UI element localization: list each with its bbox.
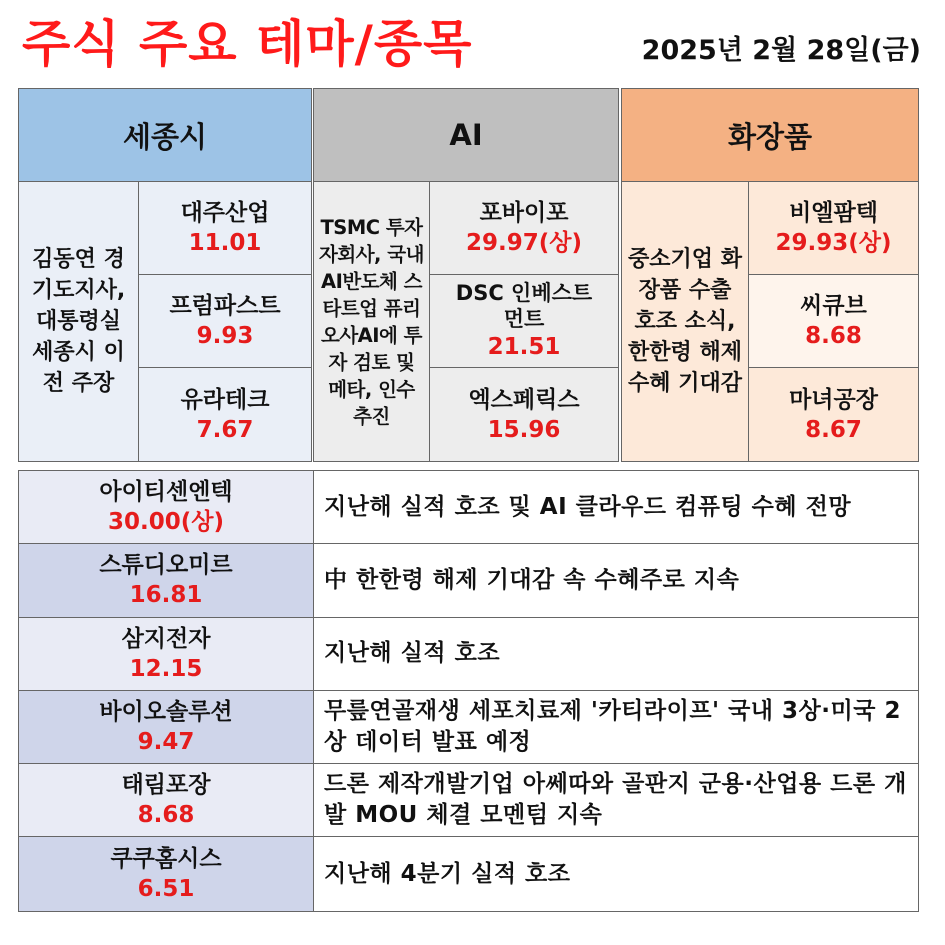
stock-reason: 드론 제작개발기업 아쎄따와 골판지 군용·산업용 드론 개발 MOU 체결 모멘텀 지속 [324, 771, 907, 829]
stock-name: 비엘팜텍 [789, 200, 878, 226]
theme-sejong [18, 88, 312, 462]
stock-change: 6.51 [137, 876, 195, 903]
stock-name: 프럼파스트 [169, 293, 281, 319]
stock-change: 16.81 [129, 582, 203, 609]
page-title: 주식 주요 테마/종목 [22, 15, 473, 73]
stock-cell [19, 691, 314, 763]
theme-header: AI [313, 88, 619, 182]
stock-name: DSC 인베스트먼트 [455, 281, 593, 331]
stock-change: 30.00(상) [108, 509, 224, 536]
theme-ai [313, 88, 619, 462]
stock-cell [19, 471, 314, 543]
stock-cell [19, 618, 314, 690]
stock-reason: 지난해 4분기 실적 호조 [324, 860, 571, 887]
stock-cell [430, 182, 619, 275]
stock-name: 쿠쿠홈시스 [110, 846, 222, 873]
stock-change: 8.68 [137, 802, 195, 829]
table-row [19, 691, 918, 764]
stock-change: 21.51 [487, 334, 561, 360]
theme-header: 화장품 [621, 88, 919, 182]
stock-change: 29.93(상) [775, 230, 892, 256]
stock-name: 바이오솔루션 [99, 699, 233, 726]
stock-change: 9.93 [196, 323, 254, 349]
table-row [19, 618, 918, 691]
theme-description: 중소기업 화장품 수출 호조 소식, 한한령 해제 수혜 기대감 [621, 182, 749, 462]
stock-name: 씨큐브 [800, 293, 867, 319]
stock-cell [139, 368, 312, 462]
stock-name: 아이티센엔텍 [99, 479, 233, 506]
stock-name: 대주산업 [180, 200, 270, 226]
table-row [19, 544, 918, 617]
table-row [19, 764, 918, 837]
stock-cell [749, 368, 919, 462]
stock-reason: 지난해 실적 호조 및 AI 클라우드 컴퓨팅 수혜 전망 [324, 493, 852, 520]
stock-name: 엑스페릭스 [468, 386, 580, 413]
stock-cell [19, 544, 314, 616]
stock-change: 7.67 [196, 416, 254, 443]
table-row [19, 837, 918, 910]
stock-change: 12.15 [129, 655, 203, 682]
theme-cosmetics [621, 88, 919, 462]
stock-change: 29.97(상) [466, 230, 582, 256]
theme-header: 세종시 [18, 88, 312, 182]
stock-name: 삼지전자 [121, 625, 211, 652]
stock-cell [139, 182, 312, 275]
stock-name: 태림포장 [121, 772, 211, 799]
stock-change: 9.47 [137, 729, 195, 756]
table-row [19, 471, 918, 544]
stock-cell [139, 275, 312, 368]
stock-reason: 지난해 실적 호조 [324, 640, 501, 667]
stock-cell [430, 275, 619, 368]
stock-name: 스튜디오미르 [99, 552, 233, 579]
theme-description: 김동연 경기도지사, 대통령실 세종시 이전 주장 [18, 182, 139, 462]
stock-name: 유라테크 [180, 386, 270, 413]
report-date: 2025년 2월 28일(금) [641, 35, 921, 66]
theme-description: TSMC 투자 자회사, 국내 AI반도체 스타트업 퓨리오사AI에 투자 검토 및 메타, 인수 추진 [313, 182, 430, 462]
stock-list-table [18, 470, 919, 912]
stock-cell [19, 764, 314, 836]
stock-change: 8.68 [805, 323, 862, 349]
stock-reason: 무릎연골재생 세포치료제 '카티라이프' 국내 3상·미국 2상 데이터 발표 예정 [324, 698, 901, 756]
stock-change: 11.01 [188, 230, 262, 256]
stock-cell [19, 837, 314, 910]
stock-name: 포바이포 [479, 200, 569, 226]
stock-reason: 中 한한령 해제 기대감 속 수혜주로 지속 [324, 566, 740, 593]
stock-change: 15.96 [487, 416, 561, 443]
stock-cell [749, 275, 919, 368]
stock-name: 마녀공장 [789, 386, 878, 413]
stock-change: 8.67 [805, 416, 862, 443]
stock-cell [749, 182, 919, 275]
stock-cell [430, 368, 619, 462]
theme-grid [18, 88, 919, 462]
